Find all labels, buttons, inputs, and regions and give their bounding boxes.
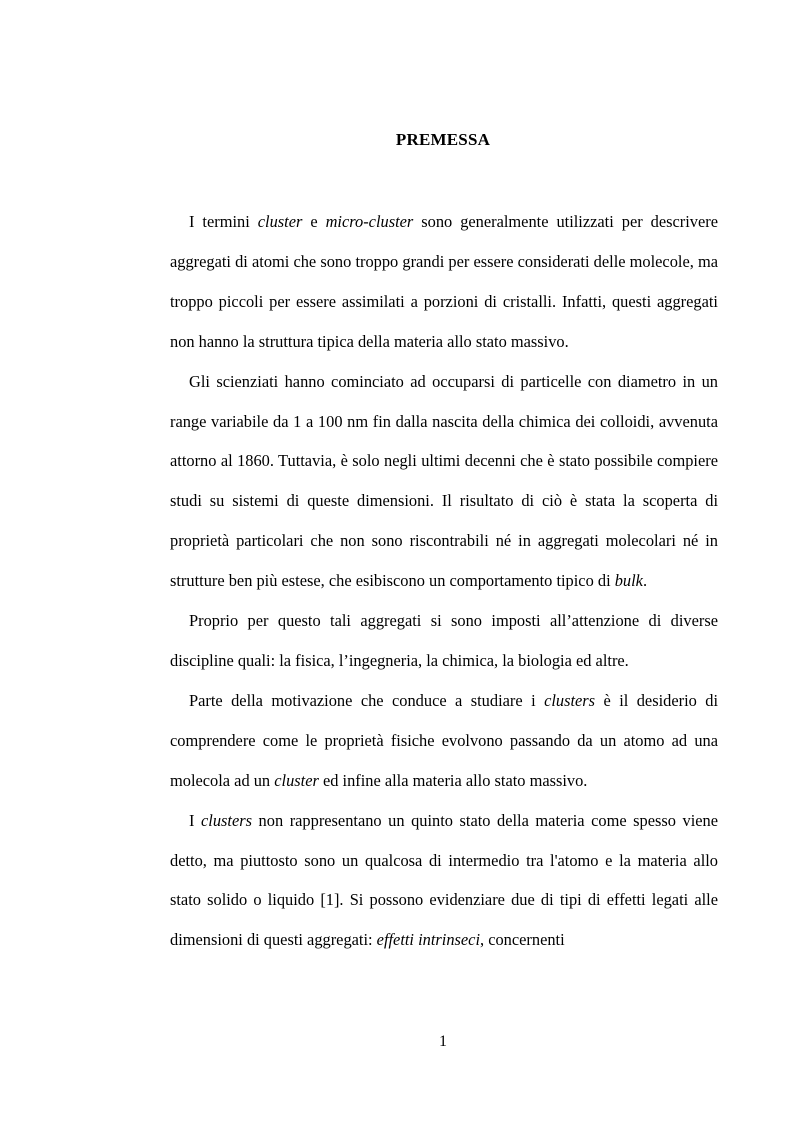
- page-number: 1: [439, 1033, 447, 1050]
- text-segment: I: [189, 810, 202, 830]
- italic-term: cluster: [257, 212, 303, 231]
- text-segment: .: [642, 571, 648, 591]
- text-segment: , concernenti: [480, 930, 565, 950]
- text-segment: sono generalmente utilizzati per descrivere aggregati di atomi che sono troppo grandi per essere considerati delle molecole, ma troppo piccoli per essere assimilati a porzioni di cristalli. Infatti, questi aggregati non hanno la struttura tipica della materia allo stato massivo.: [170, 212, 718, 351]
- page-title: PREMESSA: [395, 130, 491, 149]
- italic-term: cluster: [274, 770, 319, 790]
- paragraph: [170, 202, 718, 362]
- paragraph: [170, 601, 718, 681]
- text-segment: e: [302, 212, 326, 231]
- paragraph: [170, 681, 718, 801]
- text-segment: Gli scienziati hanno cominciato ad occuparsi di particelle con diametro in un range variabile da 1 a 100 nm fin dalla nascita della chimica dei colloidi, avvenuta attorno al 1860. Tuttavia, è solo negli ultimi decenni che è stato possibile compiere studi su sistemi di queste dimensioni. Il risultato di ciò è stata la scoperta di proprietà particolari che non sono riscontrabili né in aggregati molecolari né in strutture ben più estese, che esibiscono un comportamento tipico di: [170, 371, 718, 591]
- text-segment: I termini: [189, 212, 258, 231]
- text-segment: non rappresentano un quinto stato della materia come spesso viene detto, ma piuttosto sono un qualcosa di intermedio tra l'atomo e la materia allo stato solido o liquido [1]. Si possono evidenziare due di tipi di effetti legati alle dimensioni di questi aggregati:: [170, 810, 718, 950]
- text-segment: è il desiderio di comprendere come le proprietà fisiche evolvono passando da un atomo ad una molecola ad un: [170, 690, 718, 790]
- italic-term: bulk: [614, 571, 643, 591]
- italic-term: effetti intrinseci: [376, 930, 481, 950]
- paragraph: [170, 801, 718, 961]
- text-segment: Parte della motivazione che conduce a studiare i: [189, 690, 545, 710]
- italic-term: micro-cluster: [325, 212, 414, 231]
- text-segment: ed infine alla materia allo stato massivo.: [318, 770, 588, 790]
- body-text: [170, 202, 718, 960]
- paragraph: [170, 362, 718, 601]
- italic-term: clusters: [201, 810, 253, 830]
- italic-term: clusters: [544, 690, 596, 710]
- text-segment: Proprio per questo tali aggregati si sono imposti all’attenzione di diverse discipline quali: la fisica, l’ingegneria, la chimica, la biologia ed altre.: [170, 611, 718, 670]
